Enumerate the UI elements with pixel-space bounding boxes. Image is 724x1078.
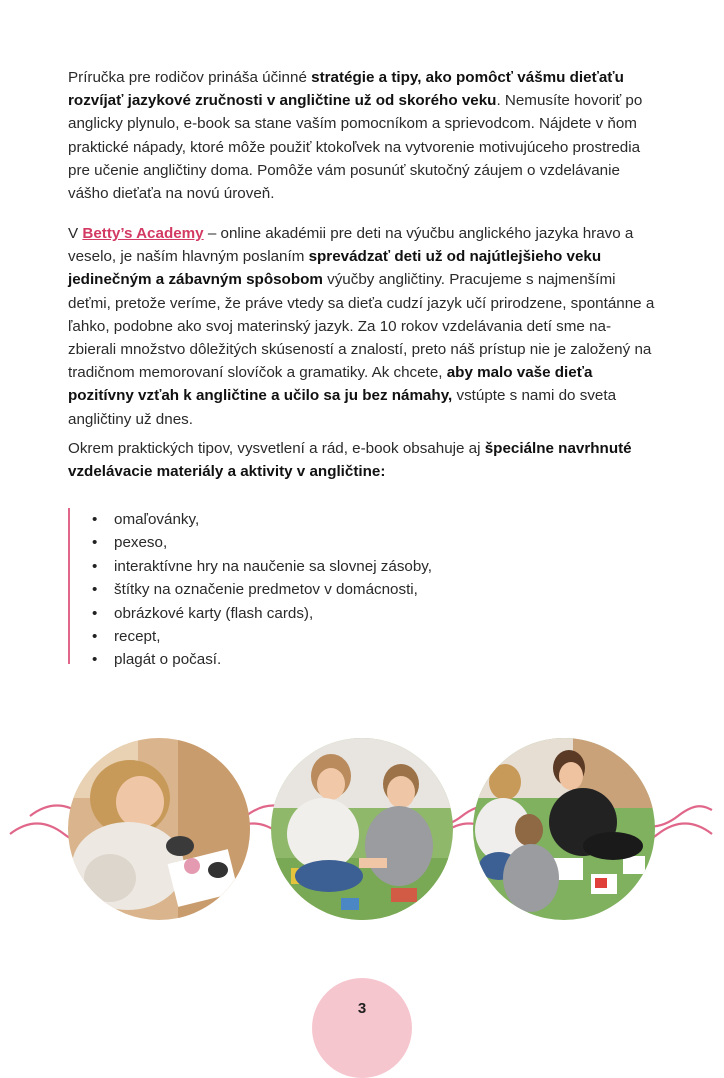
list-item: • štítky na označenie predmetov v domácnosti, [92,578,432,601]
materials-list-container [68,508,432,669]
photo-strip [0,730,724,930]
intro-bold-1: stratégie a tipy, ako pomôcť vášmu dieťaťu rozvíjať jazykové zručnosti v angličtine už od skorého veku [68,69,624,110]
list-item: • omaľovánky, [92,508,432,531]
academy-text-3: vstúpte s nami do sveta angličtiny už dnes. [68,387,617,428]
list-item: • recept, [92,625,432,648]
academy-bold-2: aby malo vaše dieťa pozitívny vzťah k angličtine a učilo sa ju bez námahy, [68,364,593,405]
list-item: • interaktívne hry na naučenie sa slovnej zásoby, [92,555,432,578]
academy-text-1: – online akadémii pre deti na výučbu anglického jazyka hravo a veselo, je naším hlavným poslaním [68,225,634,266]
photo-teacher-children [473,738,655,920]
intro-paragraph [68,66,658,205]
academy-bold-1: sprevádzať deti už od najútlejšieho veku jedinečným a zábavným spôsobom [68,248,602,289]
materials-bold-1: špeciálne navrhnuté vzdelávacie materiály a aktivity v angličtine: [68,440,632,481]
academy-text-2: výučby angličtiny. Pracujeme s najmenšími deťmi, pretože veríme, že práve vtedy sa dieťa cudzí jazyk učí prirodzene, spontánne a ľahko, podobne ako svoj materinský jazyk. Za 10 rokov vzdelávania detí sme na-zbierali množstvo dôležitých skúseností a znalostí, preto náš prístup nie je založený na tradičnom memorovaní slovíčok a gramatiky. Ak chcete, [68,271,655,382]
list-item: • plagát o počasí. [92,648,432,671]
photo-children-play-mat [271,738,453,920]
page-number-tab [312,978,412,1078]
photo-girl-coloring [68,738,250,920]
intro-text-2: . Nemusíte hovoriť po anglicky plynulo, e-book sa stane vaším pomocníkom a sprievodcom. Nájdete v ňom praktické nápady, ktoré môže použiť ktokoľvek na vytvorenie motivujúceho prostredia pre učenie angličtiny doma. Pomôže vám posunúť skutočný záujem o vzdelávanie vášho dieťaťa na novú úroveň. [68,92,643,203]
page-number: 3 [357,1000,367,1017]
materials-list [70,508,432,672]
materials-text-1: Okrem praktických tipov, vysvetlení a rád, e-book obsahuje aj [68,440,485,457]
academy-paragraph [68,222,658,431]
academy-text-0: V [68,225,83,242]
intro-text-1: Príručka pre rodičov prináša účinné [68,69,312,86]
list-item: • obrázkové karty (flash cards), [92,602,432,625]
bettys-academy-link[interactable]: Betty’s Academy [82,225,204,242]
list-item: • pexeso, [92,531,432,554]
materials-paragraph [68,437,658,483]
